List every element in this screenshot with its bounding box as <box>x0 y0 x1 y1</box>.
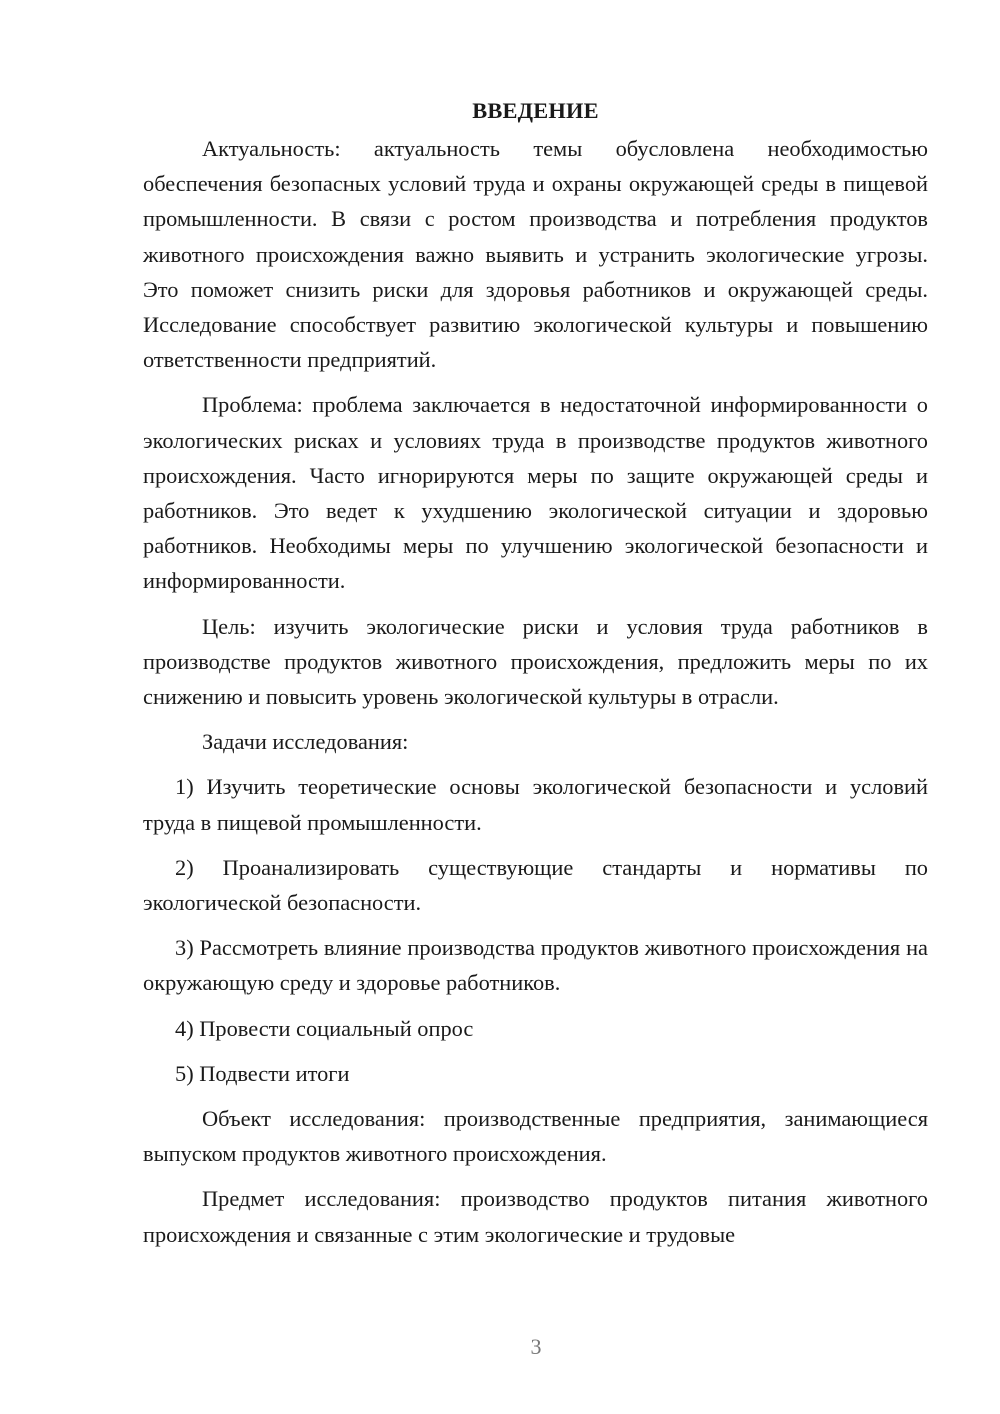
problem-paragraph: Проблема: проблема заключается в недостаточной информированности о экологических рисках и условиях труда в производстве продуктов животного происхождения. Часто игнорируются меры по защите окружающей среды и работников. Это ведет к ухудшению экологической ситуации и здоровью работников. Необходимы меры по улучшению экологической безопасности и информированности. <box>143 392 928 594</box>
task-item: 2) Проанализировать существующие стандарты и нормативы по экологической безопасности. <box>143 854 928 916</box>
task-item: 5) Подвести итоги <box>175 1060 350 1086</box>
relevance-paragraph: Актуальность: актуальность темы обусловлена необходимостью обеспечения безопасных условий труда и охраны окружающей среды в пищевой промышленности. В связи с ростом производства и потребления продуктов животного происхождения важно выявить и устранить экологические угрозы. Это поможет снизить риски для здоровья работников и окружающей среды. Исследование способствует развитию экологической культуры и повышению ответственности предприятий. <box>143 136 928 373</box>
goal-paragraph: Цель: изучить экологические риски и условия труда работников в производстве продуктов животного происхождения, предложить меры по их снижению и повысить уровень экологической культуры в отрасли. <box>143 613 928 710</box>
object-paragraph: Объект исследования: производственные предприятия, занимающиеся выпуском продуктов животного происхождения. <box>143 1106 928 1167</box>
subject-paragraph: Предмет исследования: производство продуктов питания животного происхождения и связанные с этим экологические и трудовые <box>143 1186 928 1247</box>
task-item: 3) Рассмотреть влияние производства продуктов животного происхождения на окружающую среду и здоровье работников. <box>143 935 928 996</box>
task-item: 1) Изучить теоретические основы экологической безопасности и условий труда в пищевой промышленности. <box>143 774 928 835</box>
task-item: 4) Провести социальный опрос <box>175 1015 474 1041</box>
section-title: ВВЕДЕНИЕ <box>472 98 599 123</box>
tasks-heading: Задачи исследования: <box>202 729 409 755</box>
page-number: 3 <box>530 1334 542 1359</box>
document-page <box>143 93 928 1252</box>
